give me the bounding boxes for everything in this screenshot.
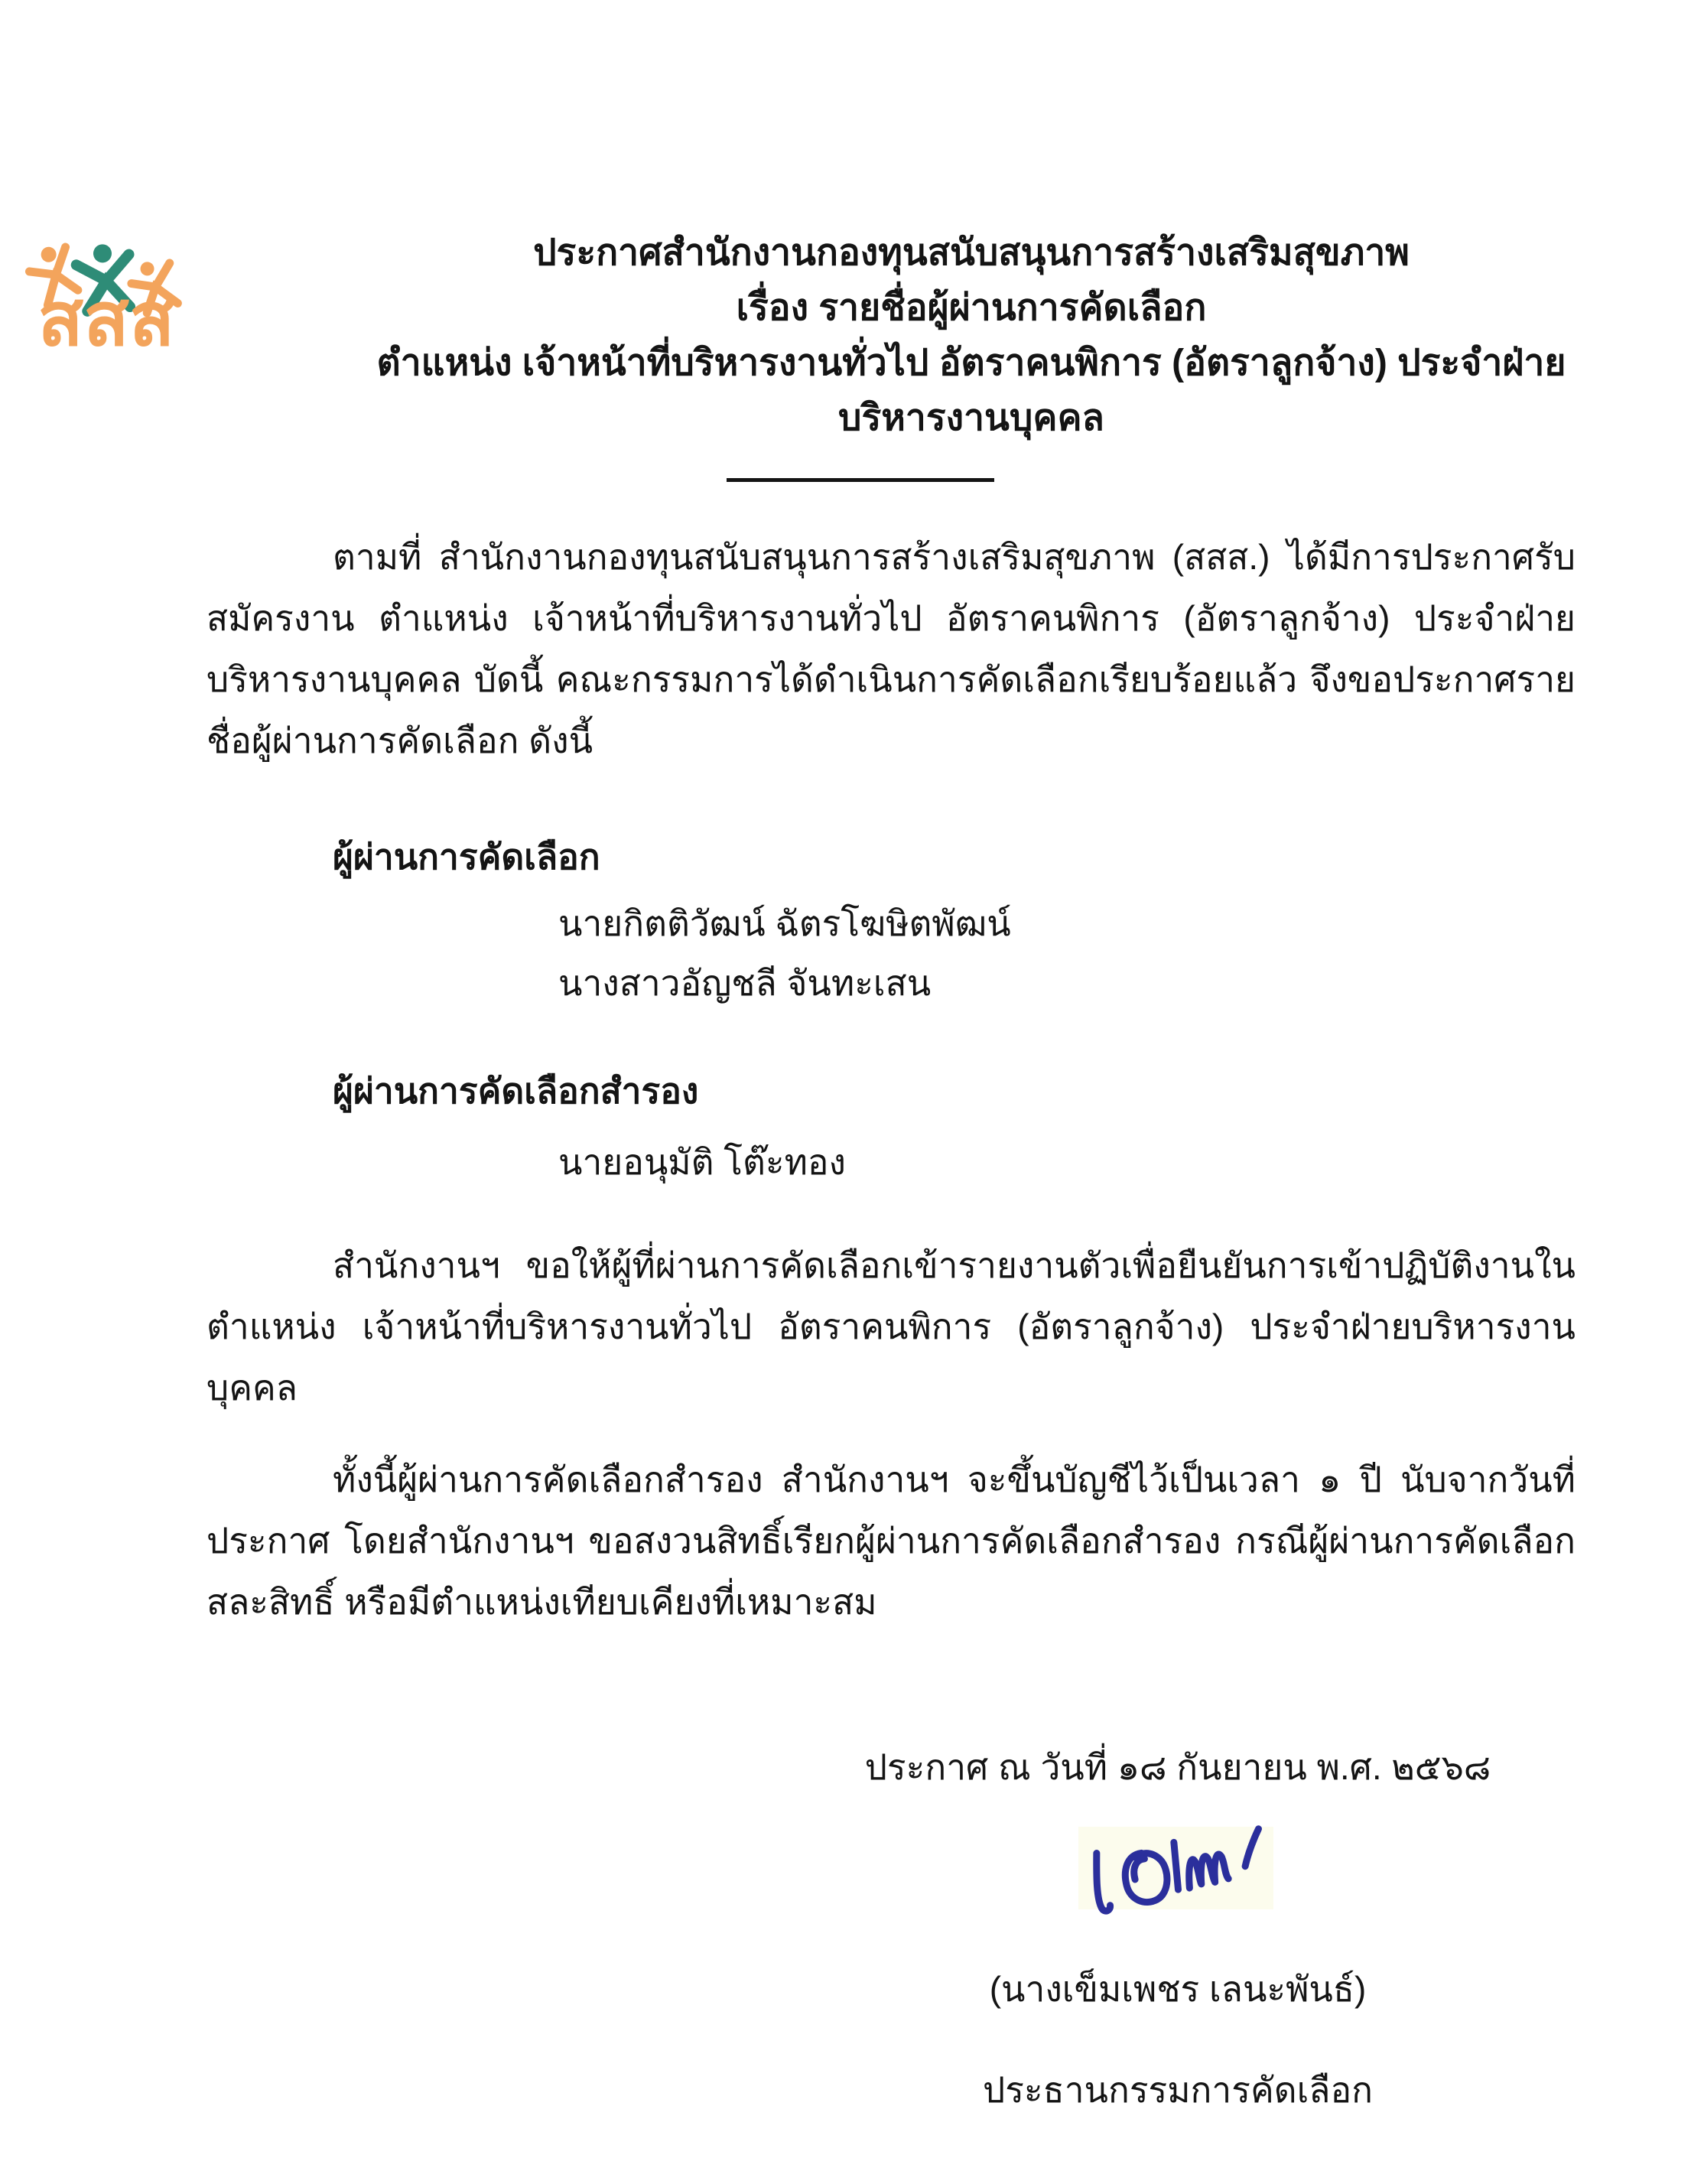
reserve-name-1: นายอนุมัติ โต๊ะทอง xyxy=(558,1142,846,1182)
figure-head xyxy=(138,260,156,278)
figure-head xyxy=(92,243,112,264)
signature-area xyxy=(841,1821,1514,1920)
announcement-document xyxy=(0,226,1704,2184)
reserve-heading: ผู้ผ่านการคัดเลือกสำรอง xyxy=(333,1071,699,1111)
title-line-1: ประกาศสำนักงานกองทุนสนับสนุนการสร้างเสริมสุขภาพ xyxy=(533,233,1410,273)
signer-name: (นางเข็มเพชร เลนะพันธ์) xyxy=(989,1969,1367,2009)
paragraph-reserve-list: ทั้งนี้ผู้ผ่านการคัดเลือกสำรอง สำนักงานฯ จะขึ้นบัญชีไว้เป็นเวลา ๑ ปี นับจากวันที่ประกาศ โดยสำนักงานฯ ขอสงวนสิทธิ์เรียกผู้ผ่านการคัดเลือกสำรอง กรณีผู้ผ่านการคัดเลือกสละสิทธิ์ หรือมีตำแหน่งเทียบเคียงที่เหมาะสม xyxy=(206,1460,1576,1622)
title-divider xyxy=(727,478,994,482)
title-line-2: เรื่อง รายชื่อผู้ผ่านการคัดเลือก xyxy=(736,288,1207,328)
paragraph-report-duty: สำนักงานฯ ขอให้ผู้ที่ผ่านการคัดเลือกเข้ารายงานตัวเพื่อยืนยันการเข้าปฏิบัติงานในตำแหน่ง เจ้าหน้าที่บริหารงานทั่วไป อัตราคนพิการ (อัตราลูกจ้าง) ประจำฝ่ายบริหารงานบุคคล xyxy=(206,1245,1576,1408)
announcement-date: ประกาศ ณ วันที่ ๑๘ กันยายน พ.ศ. ๒๕๖๘ xyxy=(864,1747,1491,1787)
selected-heading: ผู้ผ่านการคัดเลือก xyxy=(333,837,600,877)
signature-handwriting xyxy=(1071,1821,1285,1920)
title-line-3: ตำแหน่ง เจ้าหน้าที่บริหารงานทั่วไป อัตราคนพิการ (อัตราลูกจ้าง) ประจำฝ่ายบริหารงานบุคคล xyxy=(376,343,1566,438)
signer-title: ประธานกรรมการคัดเลือก xyxy=(983,2070,1373,2110)
selected-name-2: นางสาวอัญชลี จันทะเสน xyxy=(558,963,932,1003)
thaihealth-logo xyxy=(24,238,189,361)
logo-text: สสส xyxy=(37,277,175,361)
title-block xyxy=(367,226,1576,446)
figure-head xyxy=(38,245,58,265)
selected-names xyxy=(206,893,1576,1013)
footer-column xyxy=(841,1736,1514,2121)
paragraph-intro: ตามที่ สำนักงานกองทุนสนับสนุนการสร้างเสริมสุขภาพ (สสส.) ได้มีการประกาศรับสมัครงาน ตำแหน่ง เจ้าหน้าที่บริหารงานทั่วไป อัตราคนพิการ (อัตราลูกจ้าง) ประจำฝ่ายบริหารงานบุคคล บัดนี้ คณะกรรมการได้ดำเนินการคัดเลือกเรียบร้อยแล้ว จึงขอประกาศรายชื่อผู้ผ่านการคัดเลือก ดังนี้ xyxy=(206,537,1576,760)
selected-name-1: นายกิตติวัฒน์ ฉัตรโฆษิตพัฒน์ xyxy=(558,903,1011,943)
logo-graphic xyxy=(24,238,189,361)
